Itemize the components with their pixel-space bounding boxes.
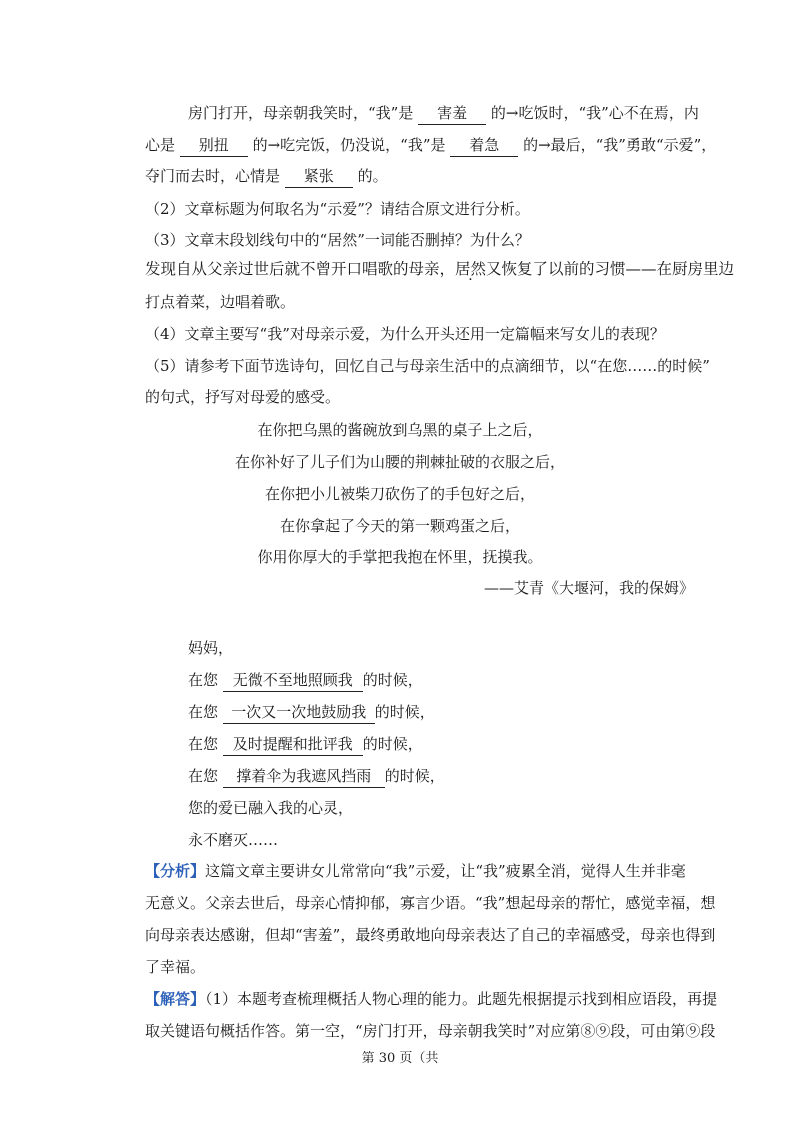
answer-greeting: 妈妈，: [188, 639, 234, 657]
answer-prefix: 在您: [188, 671, 219, 689]
emphasized-word: 居然: [455, 260, 487, 278]
q1-line-2: [145, 135, 716, 157]
q1-text: 夺门而去时，心情是: [145, 167, 281, 185]
analysis-line-1: [145, 861, 686, 881]
q1-text: 的。: [357, 167, 388, 185]
answer-poem-line: [188, 670, 423, 692]
answer-end-line: 永不磨灭……: [188, 831, 279, 849]
poem-line: 在你把乌黑的酱碗放到乌黑的桌子上之后，: [257, 421, 543, 439]
answer-prefix: 在您: [188, 767, 219, 785]
solution-tag: 【解答】: [145, 990, 206, 1008]
answer-suffix: 的时候，: [362, 735, 423, 753]
answer-prefix: 在您: [188, 703, 219, 721]
answer-poem-line: [188, 734, 423, 756]
q1-text: 的→吃饭时，“我”心不在焉，内: [490, 104, 699, 122]
answer-blank: 及时提醒和批评我: [223, 734, 363, 756]
question-4: （4）文章主要写“我”对母亲示爱，为什么开头还用一定篇幅来写女儿的表现？: [145, 325, 665, 343]
analysis-line-2: 无意义。父亲去世后，母亲心情抑郁，寡言少语。“我”想起母亲的帮忙，感觉幸福，想: [145, 894, 716, 912]
answer-blank: 撑着伞为我遮风挡雨: [223, 766, 385, 788]
analysis-line-3: 向母亲表达感谢，但却“害羞”，最终勇敢地向母亲表达了自己的幸福感受，母亲也得到: [145, 926, 716, 944]
poem-line: 你用你厚大的手掌把我抱在怀里，抚摸我。: [257, 548, 543, 566]
question-2: （2）文章标题为何取名为“示爱”？请结合原文进行分析。: [145, 200, 530, 218]
poem-line: 在你把小儿被柴刀砍伤了的手包好之后，: [264, 485, 535, 503]
page-footer: 第 30 页（共: [361, 1051, 439, 1066]
answer-blank: 害羞: [418, 103, 486, 125]
question-5-line-1: （5）请参考下面节选诗句，回忆自己与母亲生活中的点滴细节，以“在您……的时候”: [145, 357, 710, 375]
answer-blank: 别扭: [180, 135, 248, 157]
q1-text: 房门打开，母亲朝我笑时，“我”是: [188, 104, 414, 122]
q1-text: 心是: [145, 136, 176, 154]
q3-quote-line-2: 打点着菜，边唱着歌。: [145, 293, 296, 311]
answer-suffix: 的时候，: [362, 671, 423, 689]
question-3: （3）文章末段划线句中的“居然”一词能否删掉？为什么？: [145, 231, 530, 249]
answer-blank: 着急: [450, 135, 518, 157]
solution-line-2: 取关键语句概括作答。第一空，“房门打开，母亲朝我笑时”对应第⑧⑨段，可由第⑨段: [145, 1022, 716, 1040]
answer-prefix: 在您: [188, 735, 219, 753]
poem-line: 在你拿起了今天的第一颗鸡蛋之后，: [279, 517, 520, 535]
q3-quote-line-1: [145, 259, 734, 279]
q1-line-1: [188, 103, 699, 125]
poem-attribution: ——艾青《大堰河，我的保姆》: [484, 579, 695, 597]
analysis-line-4: 了幸福。: [145, 958, 206, 976]
answer-blank: 紧张: [285, 166, 353, 188]
poem-line: 在你补好了儿子们为山腰的荆棘扯破的衣服之后，: [234, 453, 565, 471]
answer-poem-line: [188, 766, 445, 788]
quote-text: 发现自从父亲过世后就不曾开口唱歌的母亲，: [145, 260, 456, 278]
answer-poem-line: [188, 702, 435, 724]
q1-text: 的→最后，“我”勇敢“示爱”，: [523, 136, 717, 154]
question-5-line-2: 的句式，抒写对母爱的感受。: [145, 388, 341, 406]
solution-line-1: [145, 989, 717, 1009]
answer-blank: 一次又一次地鼓励我: [223, 702, 375, 724]
q1-line-3: [145, 166, 388, 188]
answer-end-line: 您的爱已融入我的心灵，: [188, 799, 354, 817]
answer-blank: 无微不至地照顾我: [223, 670, 363, 692]
analysis-text: 这篇文章主要讲女儿常常向“我”示爱，让“我”疲累全消，觉得人生并非毫: [205, 862, 686, 880]
solution-text: （1）本题考查梳理概括人物心理的能力。此题先根据提示找到相应语段，再提: [205, 990, 718, 1008]
analysis-tag: 【分析】: [145, 862, 206, 880]
q1-text: 的→吃完饭，仍没说，“我”是: [252, 136, 446, 154]
answer-suffix: 的时候，: [384, 767, 445, 785]
quote-text: 又恢复了以前的习惯——在厨房里边: [486, 260, 735, 278]
answer-suffix: 的时候，: [374, 703, 435, 721]
